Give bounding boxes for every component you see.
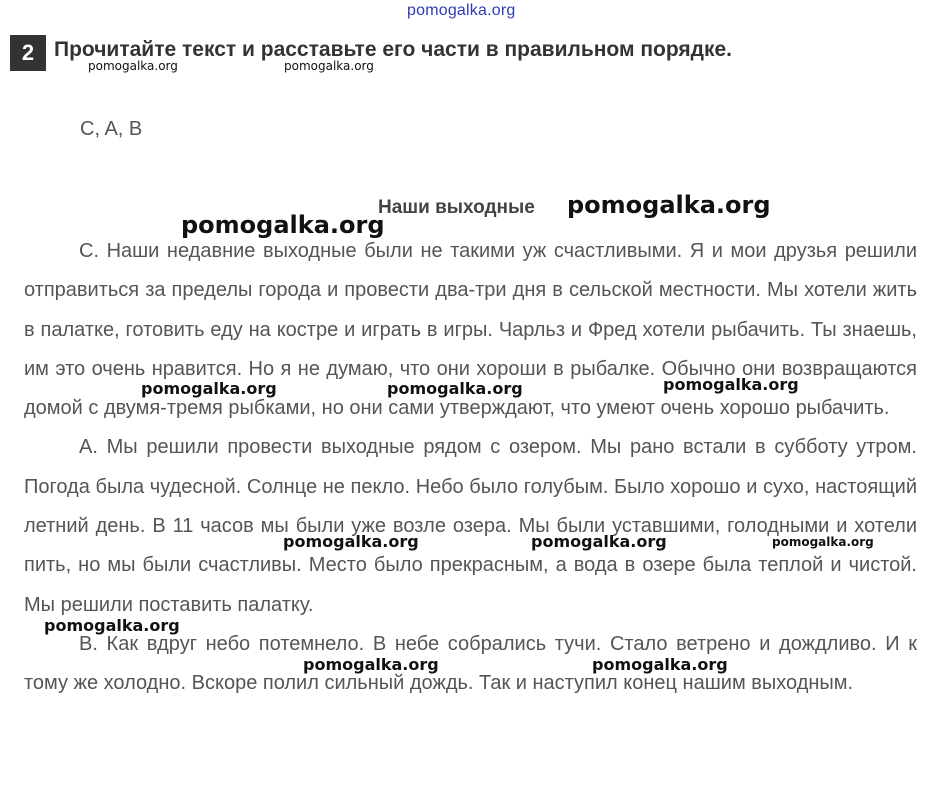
site-watermark-top: pomogalka.org xyxy=(407,2,516,19)
task-title: Прочитайте текст и расставьте его части в правильном порядке. xyxy=(54,38,733,61)
watermark: pomogalka.org xyxy=(567,191,771,219)
paragraph-b: B. Как вдруг небо потемнело. В небе собрались тучи. Стало ветрено и дождливо. И к тому же холодно. Вскоре полил сильный дождь. Так и наступил конец нашим выходным. xyxy=(24,632,917,695)
watermark: pomogalka.org xyxy=(283,532,419,551)
text-title: Наши выходные xyxy=(378,197,535,218)
task-number-badge: 2 xyxy=(10,35,46,71)
paragraph-a: A. Мы решили провести выходные рядом с озером. Мы рано встали в субботу утром. Погода была чудесной. Солнце не пекло. Небо было голубым. Было хорошо и сухо, настоящий летний день. В 11 часов мы были уже возле озера. Мы были уставшими, голодными и хотели пить, но мы были счастливы. Место было прекрасным, а вода в озере была теплой и чистой. Мы решили поставить палатку. xyxy=(24,436,917,616)
watermark: pomogalka.org xyxy=(531,532,667,551)
watermark: pomogalka.org xyxy=(303,655,439,674)
watermark: pomogalka.org xyxy=(141,379,277,398)
paragraph-c: C. Наши недавние выходные были не такими уж счастливыми. Я и мои друзья решили отправиться за пределы города и провести два-три дня в сельской местности. Мы хотели жить в палатке, готовить еду на костре и играть в игры. Чарльз и Фред хотели рыбачить. Ты знаешь, им это очень нравится. Но я не думаю, что они хороши в рыбалке. Обычно они возвращаются домой с двумя-тремя рыбками, но они сами утверждают, что умеют очень хорошо рыбачить. xyxy=(24,240,917,420)
watermark: pomogalka.org xyxy=(663,375,799,394)
watermark: pomogalka.org xyxy=(387,379,523,398)
answer-text: C, A, B xyxy=(80,118,143,140)
watermark: pomogalka.org xyxy=(284,59,374,73)
watermark: pomogalka.org xyxy=(592,655,728,674)
watermark: pomogalka.org xyxy=(88,59,178,73)
watermark: pomogalka.org xyxy=(181,211,385,239)
watermark: pomogalka.org xyxy=(772,535,874,549)
watermark: pomogalka.org xyxy=(44,616,180,635)
